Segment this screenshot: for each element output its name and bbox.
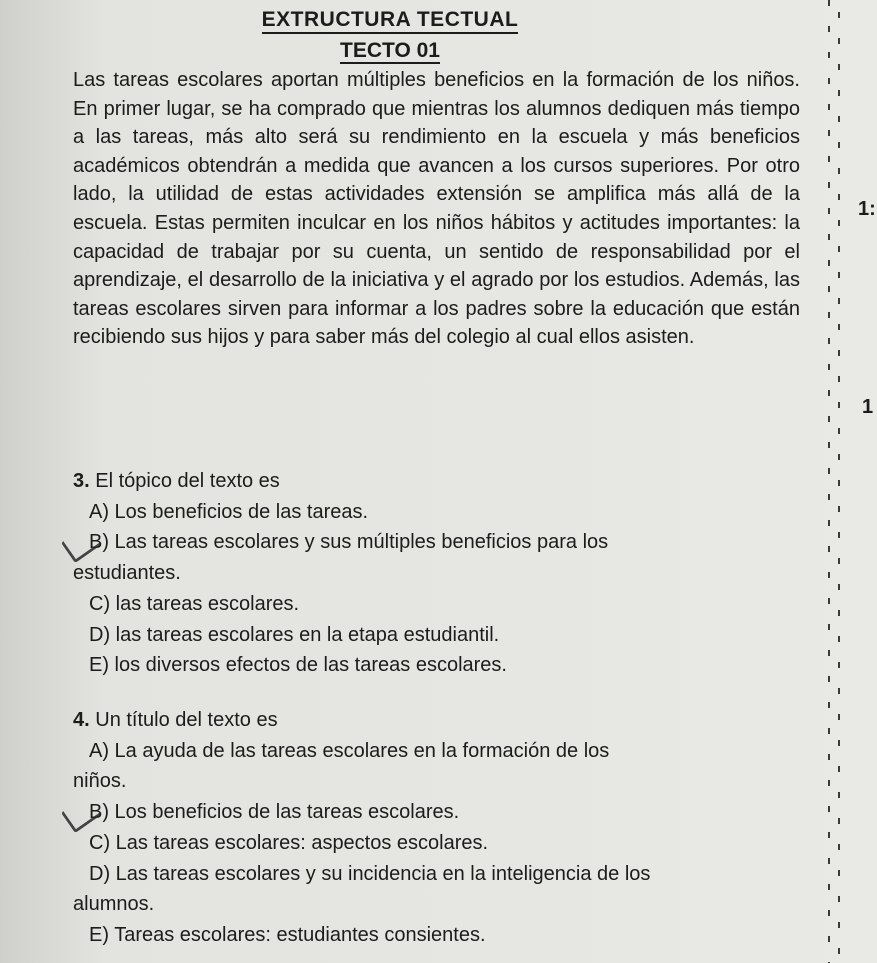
question-3-option-c[interactable]: C) las tareas escolares. (89, 592, 300, 615)
margin-dash-line-2 (838, 0, 848, 963)
margin-number-middle: 1 (862, 396, 874, 418)
question-4-option-b[interactable]: B) Los beneficios de las tareas escolares. (73, 797, 808, 828)
question-4-option-e[interactable]: E) Tareas escolares: estudiantes consientes. (89, 923, 486, 946)
title-text: EXTRUCTURA TECTUAL (262, 8, 519, 34)
question-4-option-a-continued: niños. (73, 770, 127, 793)
question-4-stem-text: Un título del texto es (95, 709, 278, 731)
question-3-option-b[interactable]: B) Las tareas escolares y sus múltiples beneficios para los (73, 527, 808, 558)
document-subtitle (0, 39, 780, 63)
question-4-option-c[interactable]: C) Las tareas escolares: aspectos escolares. (89, 831, 489, 854)
question-4 (73, 705, 808, 951)
question-4-option-d[interactable]: D) Las tareas escolares y su incidencia en la inteligencia de los (89, 862, 651, 885)
question-3-stem-text: El tópico del texto es (95, 470, 280, 492)
subtitle-text: TECTO 01 (340, 39, 440, 62)
question-4-option-a[interactable]: A) La ayuda de las tareas escolares en la formación de los (89, 739, 610, 762)
question-3 (73, 466, 808, 681)
question-3-number: 3. (73, 470, 90, 492)
question-3-option-d[interactable]: D) las tareas escolares en la etapa estudiantil. (89, 623, 500, 646)
question-4-number: 4. (73, 709, 90, 731)
question-3-option-a[interactable]: A) Los beneficios de las tareas. (89, 500, 369, 523)
question-3-option-e[interactable]: E) los diversos efectos de las tareas escolares. (89, 654, 507, 677)
question-4-stem (73, 705, 808, 736)
reading-passage: Las tareas escolares aportan múltiples beneficios en la formación de los niños. En primer lugar, se ha comprado que mientras los alumnos dediquen más tiempo a las tareas, más alto será su rendimiento en la escuela y más beneficios académicos obtendrán a medida que avancen a los cursos superiores. Por otro lado, la utilidad de estas actividades extensión se amplifica más allá de la escuela. Estas permiten inculcar en los niños hábitos y actitudes importantes: la capacidad de trabajar por su cuenta, un sentido de responsabilidad por el aprendizaje, el desarrollo de la iniciativa y el agrado por los estudios. Además, las tareas escolares sirven para informar a los padres sobre la educación que están recibiendo sus hijos y para saber más del colegio al cual ellos asisten. (73, 69, 800, 349)
document-title (0, 8, 780, 32)
question-3-stem (73, 466, 808, 497)
margin-number-top: 1: (858, 198, 876, 220)
question-3-option-b-continued: estudiantes. (73, 562, 181, 585)
question-4-option-d-continued: alumnos. (73, 893, 155, 916)
